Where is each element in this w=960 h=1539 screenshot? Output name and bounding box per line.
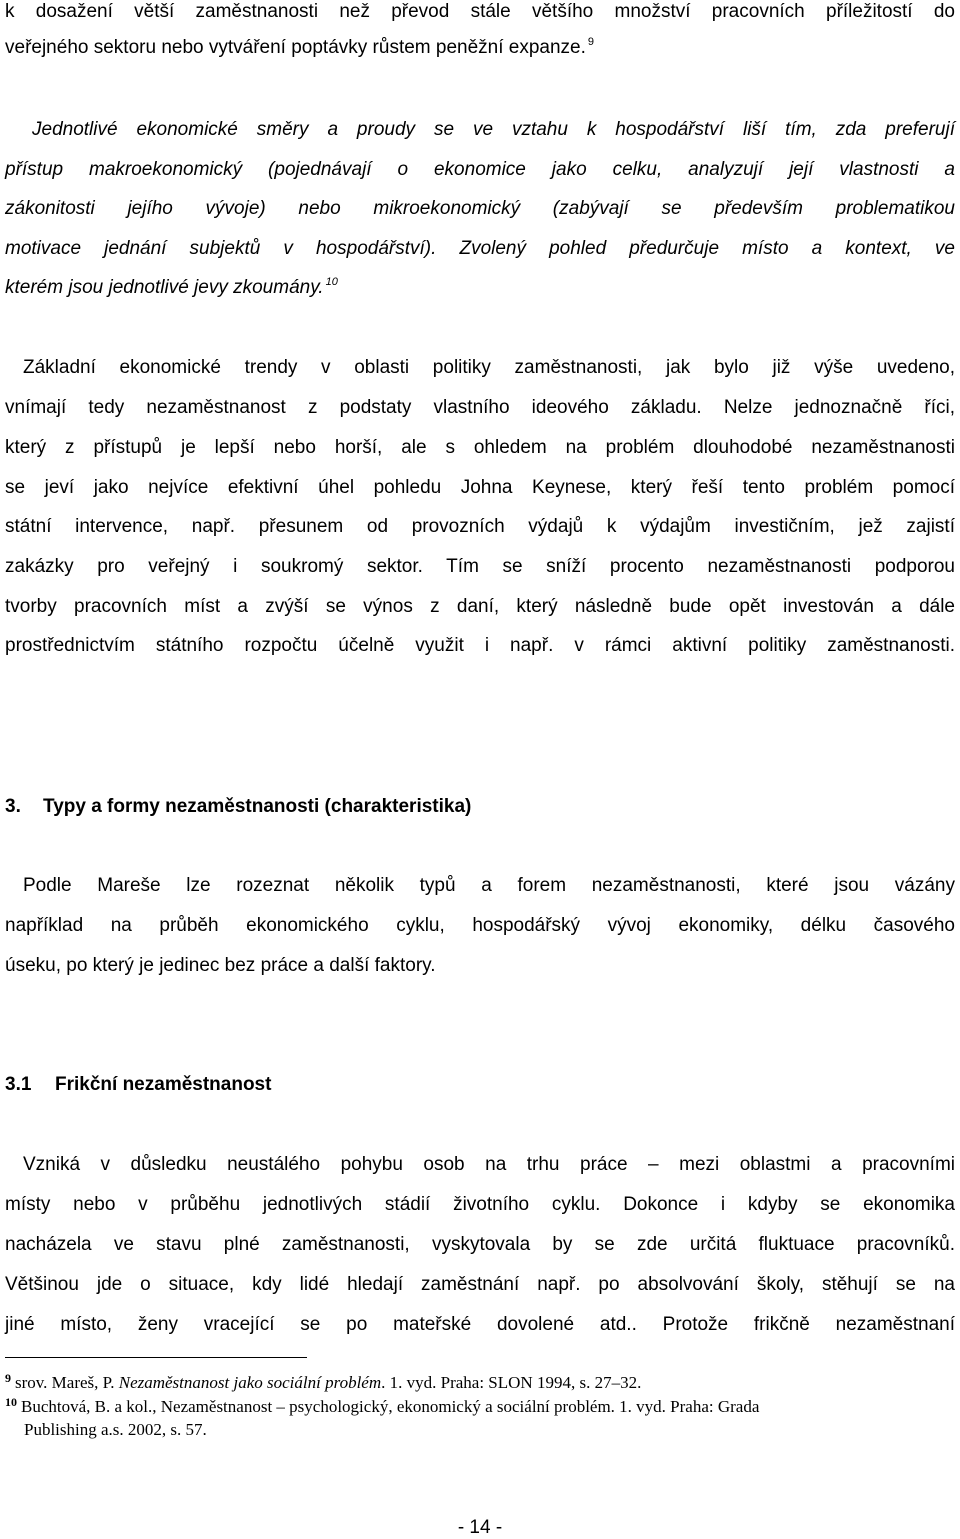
footnote-ref-9: 9 [587,36,595,48]
para5-line-5: jiné místo, ženy vracející se po mateřské dovolené atd.. Protože frikčně nezaměstnaní [5,1314,955,1335]
footnote-9 [5,1372,641,1395]
footnote-text: Buchtová, B. a kol., Nezaměstnanost – psychologický, ekonomický a sociální problém. 1. vyd. Praha: Grada [21,1397,760,1416]
para5-line-2: místy nebo v průběhu jednotlivých stádií životního cyklu. Dokonce i kdyby se ekonomika [5,1194,955,1215]
section-title: Typy a formy nezaměstnanosti (charakteristika) [43,796,472,817]
para1-line-2-text: veřejného sektoru nebo vytváření poptávky růstem peněžní expanze. [5,37,586,58]
footnote-10 [5,1396,759,1419]
page-number: - 14 - [457,1517,503,1538]
footnote-separator [5,1357,307,1358]
footnote-text-pre: srov. Mareš, P. [15,1373,119,1392]
para3-line-5: státní intervence, např. přesunem od provozních výdajů k výdajům investičním, jež zajistí [5,516,955,537]
para2-line-2: přístup makroekonomický (pojednávají o ekonomice jako celku, analyzují její vlastnosti a [5,159,955,180]
subsection-title: Frikční nezaměstnanost [55,1074,272,1095]
para2-line-1: Jednotlivé ekonomické směry a proudy se ve vztahu k hospodářství liší tím, zda preferují [32,119,955,140]
para5-line-1: Vzniká v důsledku neustálého pohybu osob na trhu práce – mezi oblastmi a pracovními [23,1154,955,1175]
footnote-book-title: Nezaměstnanost jako sociální problém [118,1373,382,1392]
para3-line-3: který z přístupů je lepší nebo horší, ale s ohledem na problém dlouhodobé nezaměstnanosti [5,437,955,458]
para3-line-8: prostřednictvím státního rozpočtu účelně využit i např. v rámci aktivní politiky zaměstnanosti. [5,635,955,656]
subsection-number: 3.1 [5,1074,32,1095]
para5-line-4: Většinou jde o situace, kdy lidé hledají zaměstnání např. po absolvování školy, stěhují se na [5,1274,955,1295]
para4-line-3: úseku, po který je jedinec bez práce a další faktory. [5,955,436,976]
para5-line-3: nacházela ve stavu plné zaměstnanosti, vyskytovala by se zde určitá fluktuace pracovníků. [5,1234,955,1255]
footnote-number: 10 [5,1395,17,1409]
footnote-ref-10: 10 [325,276,338,288]
para2-line-4: motivace jednání subjektů v hospodářství). Zvolený pohled předurčuje místo a kontext, ve [5,238,955,259]
para3-line-4: se jeví jako nejvíce efektivní úhel pohledu Johna Keynese, který řeší tento problém pomocí [5,477,955,498]
para4-line-2: například na průběh ekonomického cyklu, hospodářský vývoj ekonomiky, délku časového [5,915,955,936]
para3-line-1: Základní ekonomické trendy v oblasti politiky zaměstnanosti, jak bylo již výše uvedeno, [23,357,955,378]
para1-line-2 [5,36,955,62]
footnote-text-post: . 1. vyd. Praha: SLON 1994, s. 27–32. [381,1373,642,1392]
para3-line-6: zakázky pro veřejný i soukromý sektor. Tím se sníží procento nezaměstnanosti podporou [5,556,955,577]
section-number: 3. [5,796,21,817]
para1-line-1: k dosažení větší zaměstnanosti než převod stále většího množství pracovních příležitostí do [5,1,955,22]
para3-line-2: vnímají tedy nezaměstnanost z podstaty vlastního ideového základu. Nelze jednoznačně říci, [5,397,955,418]
para3-line-7: tvorby pracovních míst a zvýší se výnos z daní, který následně bude opět investován a dále [5,596,955,617]
para2-line-5-text: kterém jsou jednotlivé jevy zkoumány. [5,277,324,298]
section-heading-3-1 [5,1073,271,1097]
footnote-number: 9 [5,1371,11,1385]
para4-line-1: Podle Mareše lze rozeznat několik typů a forem nezaměstnanosti, které jsou vázány [23,875,955,896]
para2-line-5 [5,276,955,302]
section-heading-3 [5,795,471,819]
footnote-10-continuation: Publishing a.s. 2002, s. 57. [24,1420,207,1439]
para2-line-3: zákonitosti jejího vývoje) nebo mikroekonomický (zabývají se především problematikou [5,198,955,219]
